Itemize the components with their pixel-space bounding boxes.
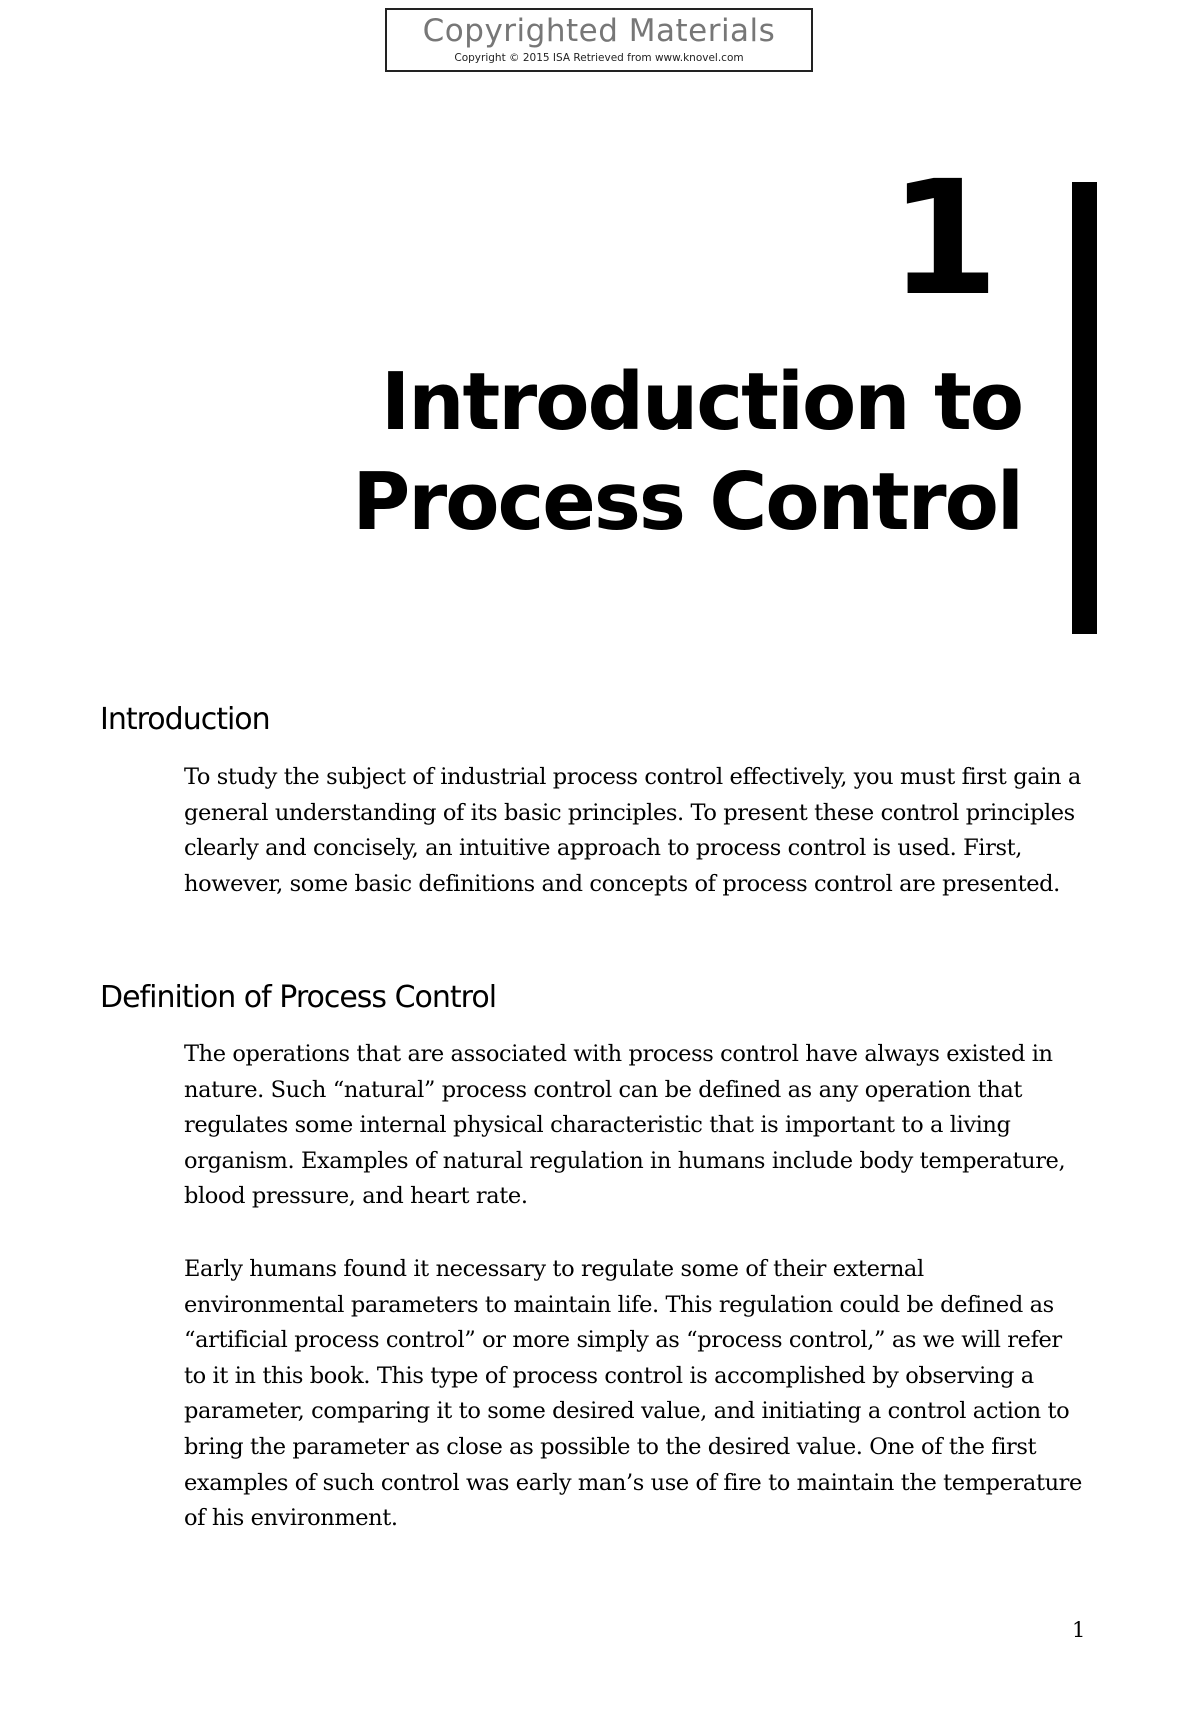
copyright-stamp — [385, 8, 813, 72]
page-number: 1 — [1072, 1618, 1086, 1642]
paragraph-introduction: To study the subject of industrial process control effectively, you must first gain a general understanding of its basic principles. To present these control principles clearly and concisely, an intuitive approach to process control is used. First, however, some basic definitions and concepts of process control are presented. — [184, 764, 1081, 897]
paragraph-definition-2: Early humans found it necessary to regulate some of their external environmental parameters to maintain life. This regulation could be defined as “artificial process control” or more simply as “process control,” as we will refer to it in this book. This type of process control is accomplished by observing a parameter, comparing it to some desired value, and initiating a control action to bring the parameter as close as possible to the desired value. One of the first examples of such control was early man’s use of fire to maintain the temperature of his environment. — [184, 1256, 1082, 1532]
stamp-title: Copyrighted Materials — [422, 13, 776, 49]
section-heading-definition: Definition of Process Control — [100, 980, 497, 1015]
chapter-bar — [1072, 182, 1097, 634]
stamp-subtitle: Copyright © 2015 ISA Retrieved from www.knovel.com — [454, 52, 744, 64]
chapter-title-line-1: Introduction to — [380, 356, 1022, 448]
chapter-number: 1 — [889, 147, 995, 331]
paragraph-definition-1: The operations that are associated with process control have always existed in nature. Such “natural” process control can be defined as any operation that regulates some internal physical characteristic that is important to a living organism. Examples of natural regulation in humans include body temperature, blood pressure, and heart rate. — [184, 1041, 1066, 1210]
chapter-title — [352, 352, 1022, 552]
section-heading-introduction: Introduction — [100, 702, 270, 737]
chapter-title-line-2: Process Control — [352, 456, 1022, 548]
